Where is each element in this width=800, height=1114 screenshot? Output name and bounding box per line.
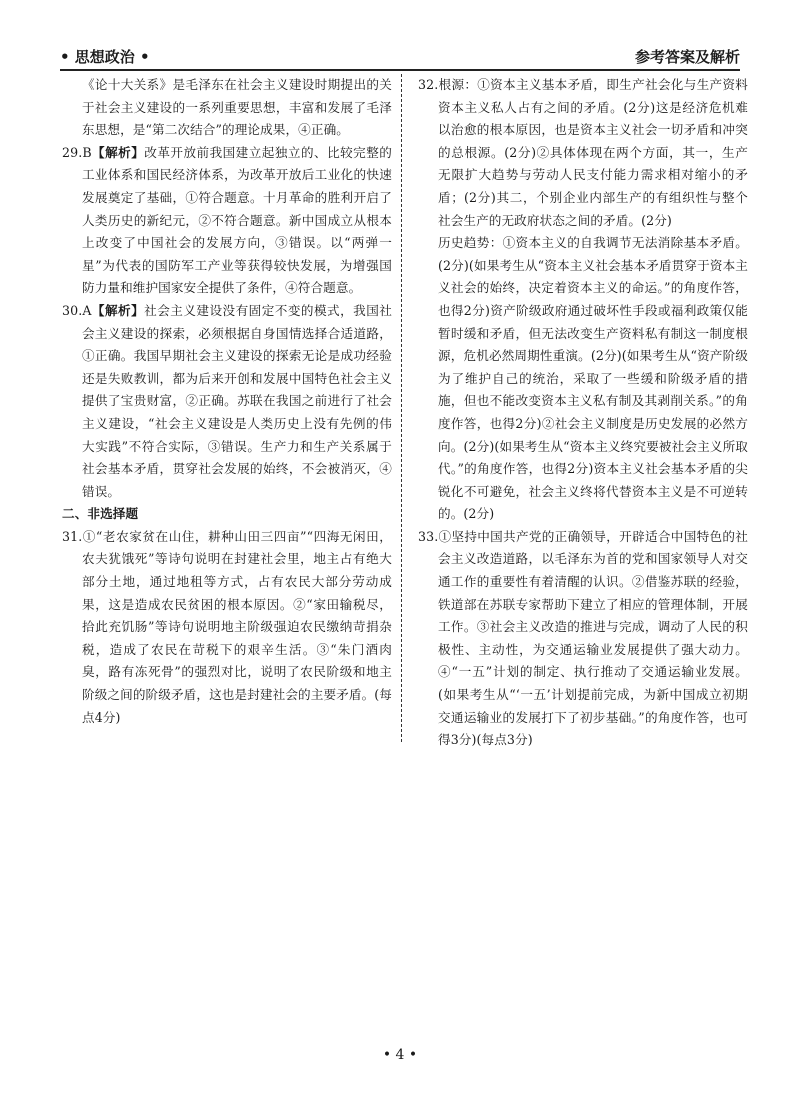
answer-text: ①坚持中国共产党的正确领导，开辟适合中国特色的社会主义改造道路，以毛泽东为首的党和国家领导人对交通工作的重要性有着清醒的认识。②借鉴苏联的经验，铁道部在苏联专家帮助下建立了相应的管理体制，开展工作。③社会主义改造的推进与完成，调动了人民的积极性、主动性，为交通运输业发展提供了强大动力。④“一五”计划的制定、执行推动了交通运输业发展。(如果考生从“‘一五’计划提前完成，为新中国成立初期交通运输业的发展打下了初步基础。”的角度作答，也可得3分)(每点3分): [438, 528, 748, 748]
answer-30: [62, 300, 392, 503]
answer-text: 社会主义建设没有固定不变的模式，我国社会主义建设的探索，必须根据自身国情选择合适道路，①正确。我国早期社会主义建设的探索无论是成功经验还是失败教训，都为后来开创和发展中国特色社会主义提供了宝贵财富，②正确。苏联在我国之前进行了社会主义建设，“社会主义建设是人类历史上没有先例的伟大实践”不符合实际，③错误。生产力和生产关系属于社会基本矛盾，贯穿社会发展的始终，不会被消灭，④错误。: [82, 302, 392, 499]
answer-33: [418, 526, 748, 752]
section-title: 二、非选择题: [62, 506, 139, 522]
page-number: • 4 •: [382, 1047, 418, 1063]
header-rule: [60, 69, 740, 71]
answer-number: 33.: [418, 528, 439, 544]
right-column: [418, 74, 748, 752]
subject-label: • 思想政治 •: [60, 48, 150, 66]
answer-28-continuation: 《论十大关系》是毛泽东在社会主义建设时期提出的关于社会主义建设的一系列重要思想，丰富和发展了毛泽东思想，是“第二次结合”的理论成果，④正确。: [82, 77, 392, 138]
answer-32-root: [418, 74, 748, 232]
section-label: 参考答案及解析: [634, 48, 740, 66]
answer-text: 根源：①资本主义基本矛盾，即生产社会化与生产资料资本主义私人占有之间的矛盾。(2分)这是经济危机难以治愈的根本原因，也是资本主义社会一切矛盾和冲突的总根源。(2分)②具体体现在两个方面，其一，生产无限扩大趋势与劳动人民支付能力需求相对缩小的矛盾；(2分)其二，个别企业内部生产的有组织性与整个社会生产的无政府状态之间的矛盾。(2分): [438, 77, 748, 228]
answer-32-trend: 历史趋势：①资本主义的自我调节无法消除基本矛盾。(2分)(如果考生从“资本主义社会基本矛盾贯穿于资本主义社会的始终，决定着资本主义的命运。”的角度作答，也得2分)资产阶级政府通过破坏性手段或福利政策仅能暂时缓和矛盾，但无法改变生产资料私有制这一制度根源，危机必然周期性重演。(2分)(如果考生从“资产阶级为了维护自己的统治，采取了一些缓和阶级矛盾的措施，但也不能改变资本主义私有制及其剥削关系。”的角度作答，也得2分)②社会主义制度是历史发展的必然方向。(2分)(如果考生从“资本主义终究要被社会主义所取代。”的角度作答，也得2分)资本主义社会基本矛盾的尖锐化不可避免，社会主义终将代替资本主义是不可逆转的。(2分): [438, 235, 748, 522]
column-divider: [401, 74, 402, 742]
answer-text: ①“老农家贫在山住，耕种山田三四亩”“四海无闲田，农夫犹饿死”等诗句说明在封建社会里，地主占有绝大部分土地，通过地租等方式，占有农民大部分劳动成果，这是造成农民贫困的根本原因。②“家田输税尽，拾此充饥肠”等诗句说明地主阶级强迫农民缴纳苛捐杂税，造成了农民在苛税下的艰辛生活。③“朱门酒肉臭，路有冻死骨”的强烈对比，说明了农民阶级和地主阶级之间的阶级矛盾，这也是封建社会的主要矛盾。(每点4分): [82, 528, 392, 725]
left-column: [62, 74, 392, 729]
page-header: [60, 44, 740, 70]
analysis-tag: 【解析】: [91, 144, 145, 160]
analysis-tag: 【解析】: [91, 302, 145, 318]
answer-number: 29.B: [62, 144, 92, 160]
answer-number: 30.A: [62, 302, 92, 318]
answer-number: 31.: [62, 528, 83, 544]
answer-29: [62, 142, 392, 300]
answer-text: 改革开放前我国建立起独立的、比较完整的工业体系和国民经济体系，为改革开放后工业化的快速发展奠定了基础，①符合题意。十月革命的胜利开启了人类历史的新纪元，②不符合题意。新中国成立从根本上改变了中国社会的发展方向，③错误。以“两弹一星”为代表的国防军工产业等获得较快发展，为增强国防力量和维护国家安全提供了条件，④符合题意。: [82, 144, 392, 296]
answer-number: 32.: [418, 77, 439, 92]
answer-31: [62, 526, 392, 729]
